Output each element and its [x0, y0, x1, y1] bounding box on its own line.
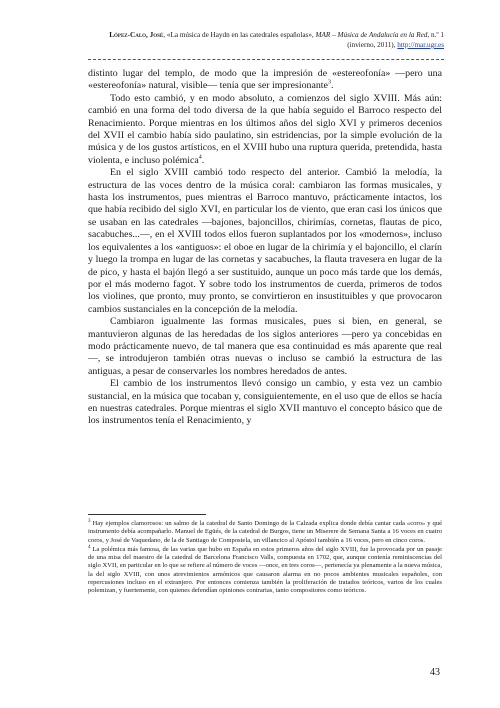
footnotes [88, 520, 442, 597]
header-journal: MAR – Música de Andalucía en la Red [315, 31, 428, 39]
body-text [88, 68, 442, 428]
footnote-mark-3: 3 [88, 518, 91, 524]
footnote-ref-3[interactable]: 3 [327, 80, 331, 87]
header-url-link[interactable]: http://mar.ugr.es [397, 41, 444, 49]
header-divider [88, 59, 444, 60]
header-issue: , n.º 1 (invierno, 2011), [347, 31, 444, 49]
paragraph-1: distinto lugar del templo, de modo que la impresión de «estereofonía» —pero una «estereofonía» natural, visible— tenía que ser impresionante$^3$. [88, 68, 442, 92]
paragraph-5: El cambio de los instrumentos llevó consigo un cambio, y esta vez un cambio sustancial, en la música que tocaban y, consiguientemente, en el uso que de ellos se hacía en nuestras catedrales. Porque mientras el siglo XVII mantuvo el concepto básico que de los instrumentos tenía el Renacimiento, y [88, 378, 442, 427]
footnote-mark-4: 4 [88, 544, 91, 550]
paragraph-2: Todo esto cambió, y en modo absoluto, a comienzos del siglo XVIII. Más aún: cambió en una forma del todo diversa de la que había seguido el Barroco respecto del Renacimiento. Porque mientras en los últimos años del siglo XVI y primeros decenios del XVII el cambio había sido paulatino, sin estridencias, por la simple evolución de la música y de los gustos artísticos, en el XVIII hubo una ruptura querida, pretendida, hasta violenta, e incluso polémica$^4$. [88, 92, 442, 166]
footnote-ref-4[interactable]: 4 [198, 154, 202, 161]
footnote-divider [88, 514, 206, 515]
footnote-3: $^3$ Hay ejemplos clamorosos: un salmo de la catedral de Santo Domingo de la Calzada explica donde debía cantar cada «coro» y qué instrumento debía acompañarlo. Manuel de Egüés, de la catedral de Burgos, tiene un Miserere de Semana Santa a 16 voces en cuatro coros, y José de Vaquedano, de la de Santiago de Compostela, un villancico al Apóstol también a 16 voces, pero en cinco coros. [88, 518, 442, 544]
header-article-title: , «La música de Haydn en las catedrales españolas», [163, 31, 316, 39]
paragraph-4: Cambiaron igualmente las formas musicales, pues si bien, en general, se mantuvieron algunas de las heredadas de los siglos anteriores —pero ya concebidas en modo prácticamente nuevo, de tal manera que esa continuidad es más aparente que real—, se introdujeron también otras nuevas o incluso se cambió la estructura de las antiguas, a pesar de conservarles los nombres heredados de antes. [88, 316, 442, 377]
footnote-4: $^4$ La polémica más famosa, de las varias que hubo en España en estos primeros años del siglo XVIII, fue la provocada por un pasaje de una misa del maestro de la catedral de Barcelona Francisco Valls, compuesta en 1702, que, aunque contenía reminiscencias del siglo XVII, en particular en lo que se refiere al número de voces —once, en tres coros—, pertenecía ya plenamente a la nueva música, la del siglo XVIII, con unos atrevimientos armónicos que causaron alarma en no pocos ambientes musicales españoles, con repercusiones incluso en el extranjero. Por entonces comienza también la proliferación de tratados teóricos, varios de los cuales polemizan, y fuertemente, con quienes defendían opiniones contrarias, tanto compositores como teóricos. [88, 544, 442, 595]
paragraph-3: En el siglo XVIII cambió todo respecto del anterior. Cambió la melodía, la estructura de las voces dentro de la música coral: cambiaron las formas musicales, y hasta los instrumentos, pues mientras el Barroco mantuvo, prácticamente intactos, los que había recibido del siglo XVI, en particular los de viento, que eran casi los únicos que se usaban en las catedrales —bajones, bajoncillos, chirimías, cornetas, flautas de pico, sacabuches...—, en el XVIII todos ellos fueron suplantados por los «modernos», incluso los equivalentes a los «antiguos»: el oboe en lugar de la chirimía y el bajoncillo, el clarín y luego la trompa en lugar de las cornetas y sacabuches, la flauta travesera en lugar de la de pico, y hasta el bajón llegó a ser sustituido, aunque un poco más tarde que los demás, por el más moderno fagot. Y sobre todo los instrumentos de cuerda, primeros de todos los violines, que pronto, muy pronto, se convirtieron en insustituibles y que provocaron cambios sustanciales en la concepción de la melodía. [88, 167, 442, 315]
running-header [88, 30, 444, 50]
page-number: 43 [430, 667, 440, 678]
header-author: López-Calo, José [109, 31, 164, 39]
